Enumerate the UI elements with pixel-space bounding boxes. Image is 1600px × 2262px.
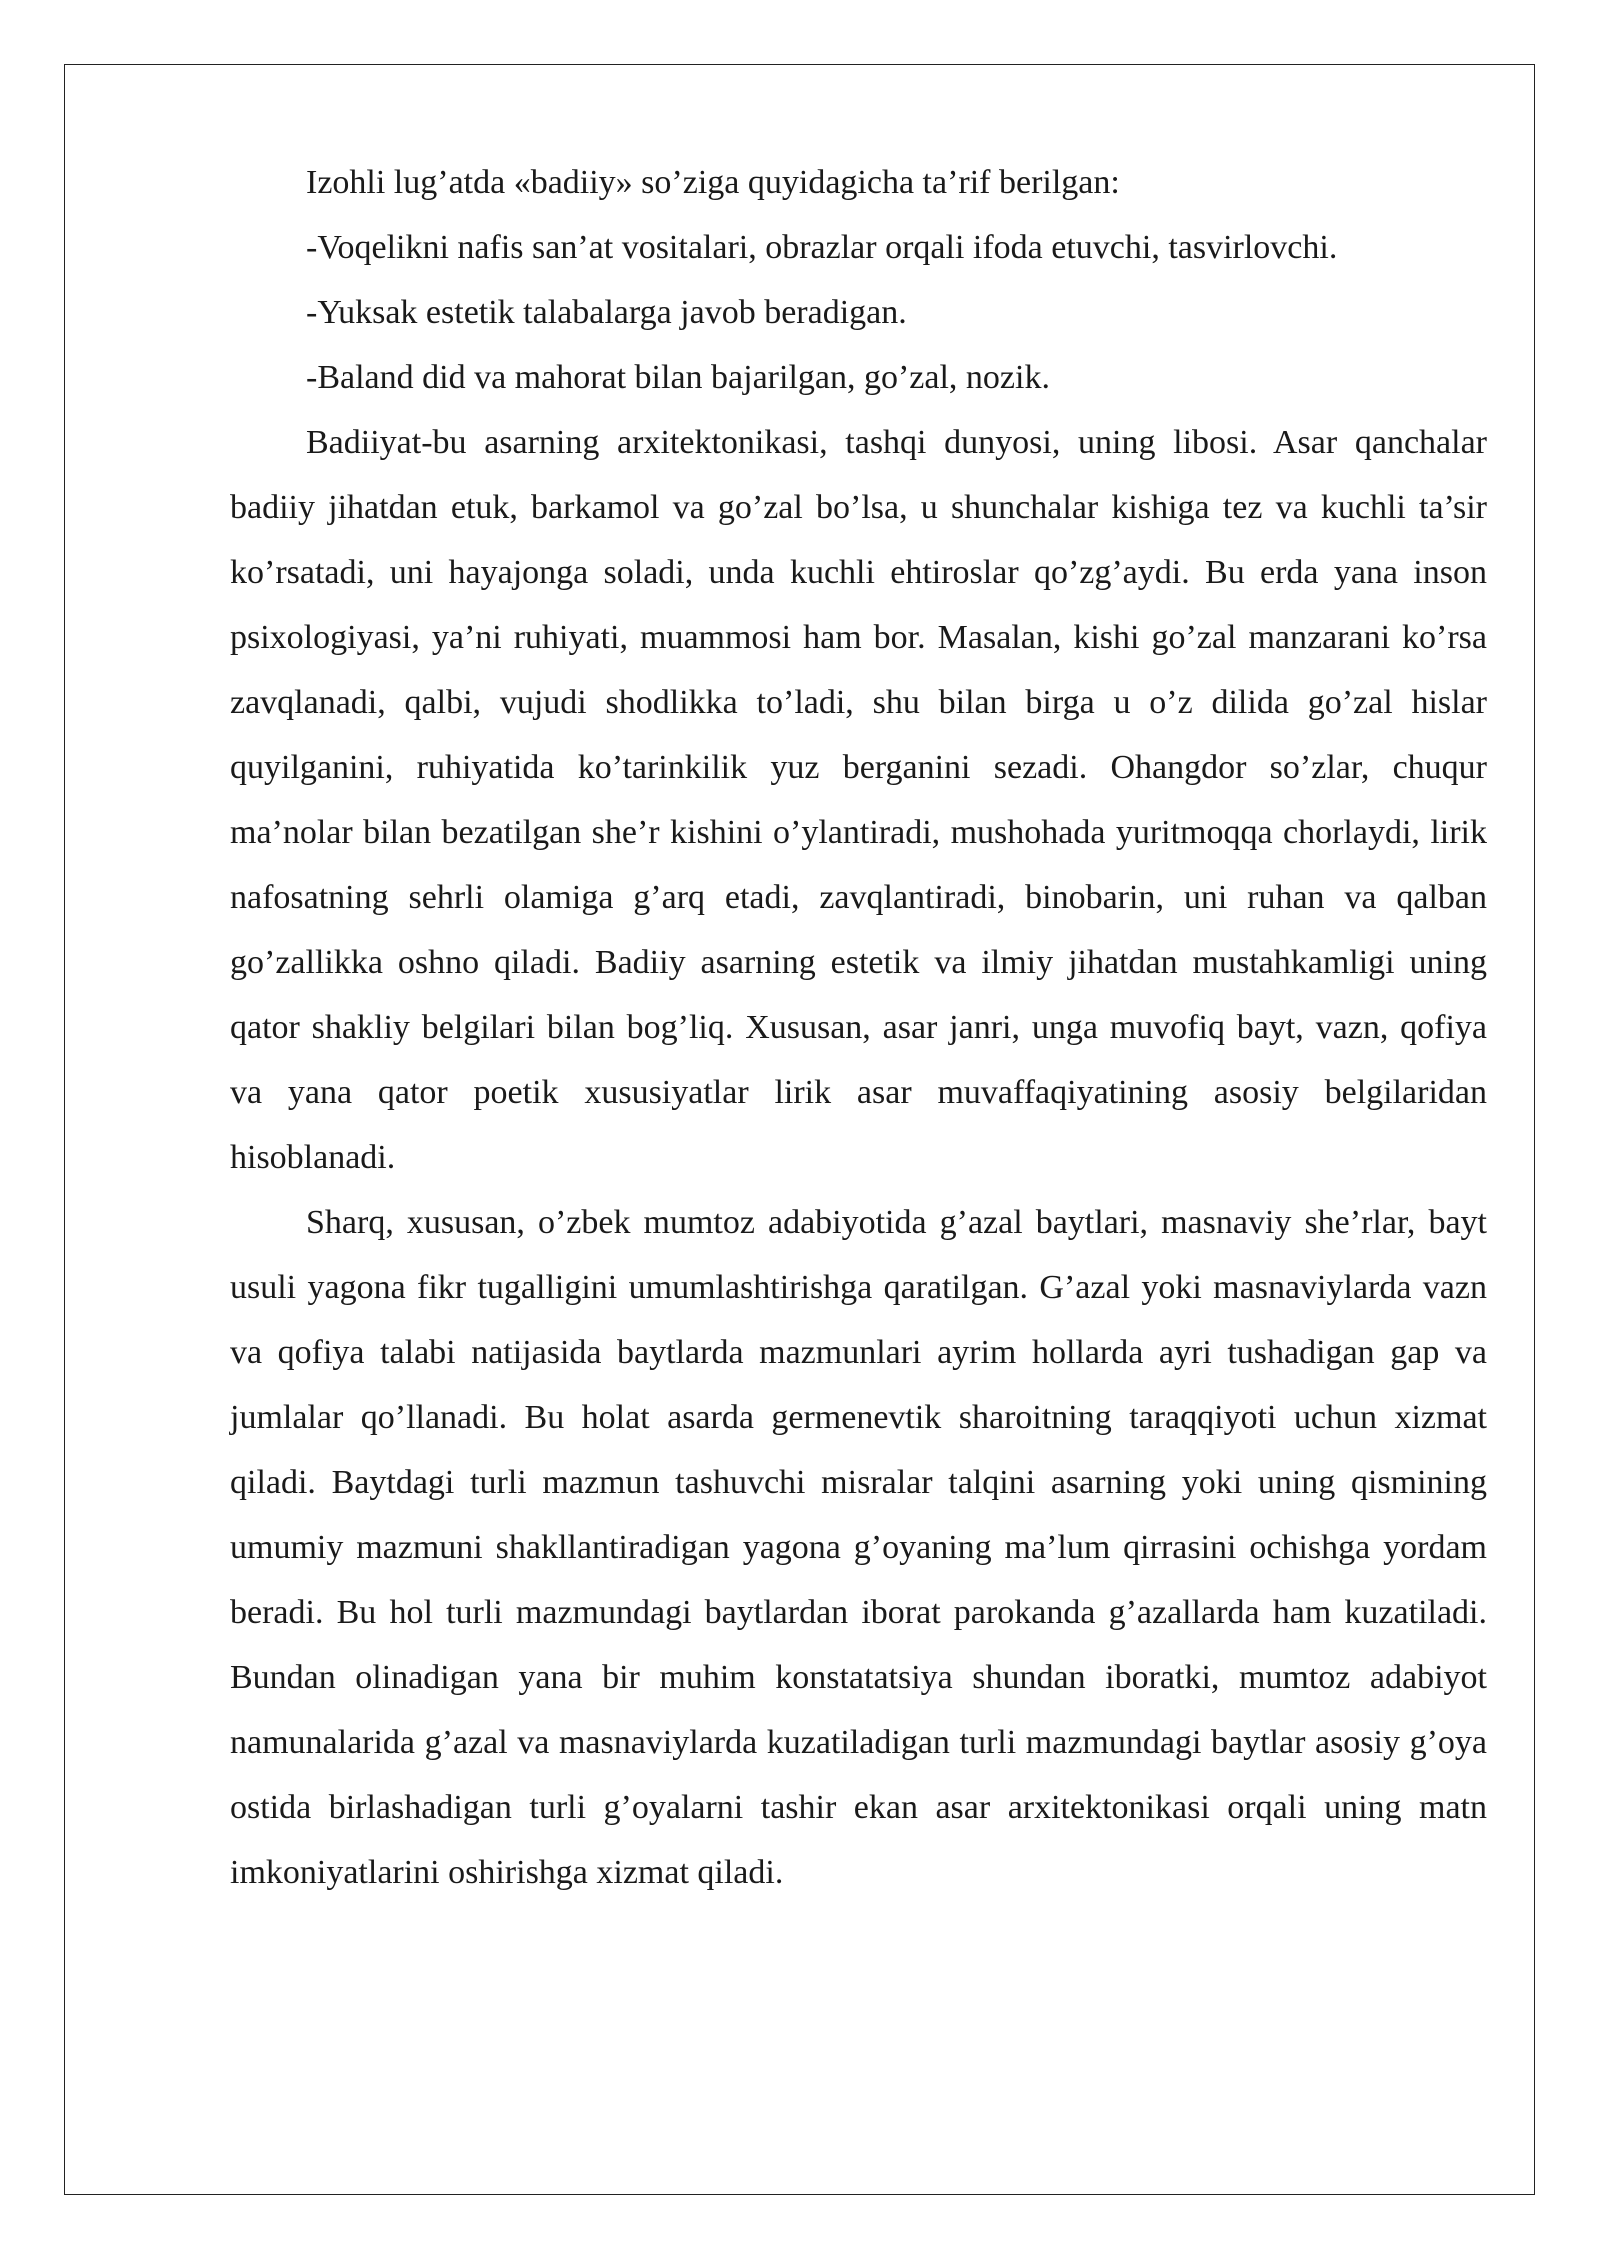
body-paragraph-badiiyat: Badiiyat-bu asarning arxitektonikasi, tashqi dunyosi, uning libosi. Asar qanchalar badiiy jihatdan etuk, barkamol va go’zal bo’lsa, u shunchalar kishiga tez va kuchli ta’sir ko’rsatadi, uni hayajonga soladi, unda kuchli ehtiroslar qo’zg’aydi. Bu erda yana inson psixologiyasi, ya’ni ruhiyati, muammosi ham bor. Masalan, kishi go’zal manzarani ko’rsa zavqlanadi, qalbi, vujudi shodlikka to’ladi, shu bilan birga u o’z dilida go’zal hislar quyilganini, ruhiyatida ko’tarinkilik yuz berganini sezadi. Ohangdor so’zlar, chuqur ma’nolar bilan bezatilgan she’r kishini o’ylantiradi, mushohada yuritmoqqa chorlaydi, lirik nafosatning sehrli olamiga g’arq etadi, zavqlantiradi, binobarin, uni ruhan va qalban go’zallikka oshno qiladi. Badiiy asarning estetik va ilmiy jihatdan mustahkamligi uning qator shakliy belgilari bilan bog’liq. Xususan, asar janri, unga muvofiq bayt, vazn, qofiya va yana qator poetik xususiyatlar lirik asar muvaffaqiyatining asosiy belgilaridan hisoblanadi.	[230, 424, 1487, 1176]
document-body	[230, 150, 1487, 1905]
definition-item-3: -Baland did va mahorat bilan bajarilgan, go’zal, nozik.	[306, 359, 1050, 396]
definition-item-2: -Yuksak estetik talabalarga javob beradigan.	[306, 294, 907, 331]
definition-item-1: -Voqelikni nafis san’at vositalari, obrazlar orqali ifoda etuvchi, tasvirlovchi.	[306, 229, 1338, 266]
body-paragraph-sharq: Sharq, xususan, o’zbek mumtoz adabiyotida g’azal baytlari, masnaviy she’rlar, bayt usuli yagona fikr tugalligini umumlashtirishga qaratilgan. G’azal yoki masnaviylarda vazn va qofiya talabi natijasida baytlarda mazmunlari ayrim hollarda ayri tushadigan gap va jumlalar qo’llanadi. Bu holat asarda germenevtik sharoitning taraqqiyoti uchun xizmat qiladi. Baytdagi turli mazmun tashuvchi misralar talqini asarning yoki uning qismining umumiy mazmuni shakllantiradigan yagona g’oyaning ma’lum qirrasini ochishga yordam beradi. Bu hol turli mazmundagi baytlardan iborat parokanda g’azallarda ham kuzatiladi. Bundan olinadigan yana bir muhim konstatatsiya shundan iboratki, mumtoz adabiyot namunalarida g’azal va masnaviylarda kuzatiladigan turli mazmundagi baytlar asosiy g’oya ostida birlashadigan turli g’oyalarni tashir ekan asar arxitektonikasi orqali uning matn imkoniyatlarini oshirishga xizmat qiladi.	[230, 1204, 1487, 1891]
intro-paragraph: Izohli lug’atda «badiiy» so’ziga quyidagicha ta’rif berilgan:	[306, 164, 1120, 201]
